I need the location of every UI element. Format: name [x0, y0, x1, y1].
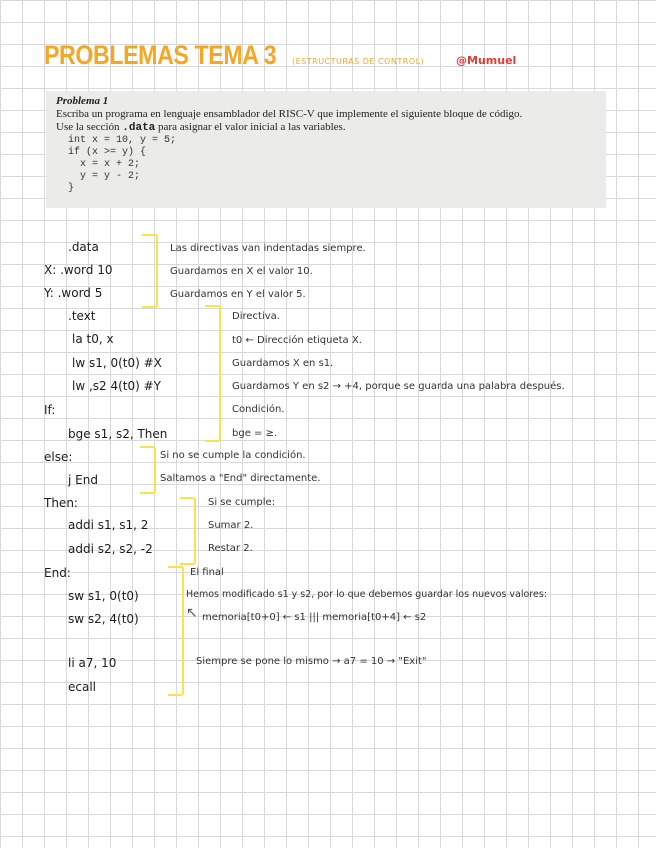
highlight-bracket — [205, 305, 221, 442]
arrow-icon: ↖ — [186, 605, 198, 621]
code-line: lw ,s2 4(t0) #Y — [72, 379, 162, 393]
code-line: lw s1, 0(t0) #X — [72, 356, 162, 370]
note-line: memoria[t0+0] ← s1 ||| memoria[t0+4] ← s2 — [202, 612, 427, 623]
problem-heading: Problema 1 — [56, 95, 109, 107]
code-line: addi s1, s1, 2 — [68, 518, 149, 532]
problem-statement — [46, 91, 606, 208]
note-line: Directiva. — [232, 311, 280, 322]
code-label: If: — [44, 403, 56, 417]
page-title: PROBLEMAS TEMA 3 — [44, 40, 277, 70]
author-tag: @Mumuel — [456, 54, 517, 67]
note-line: Siempre se pone lo mismo → a7 = 10 → "Exit" — [196, 656, 427, 667]
code-line: sw s1, 0(t0) — [68, 589, 139, 603]
note-line: Guardamos X en s1. — [232, 358, 334, 369]
problem-text-2-pre: Use la sección — [56, 121, 123, 133]
note-line: Las directivas van indentadas siempre. — [170, 243, 366, 254]
code-line: la t0, x — [72, 332, 114, 346]
code-label: Then: — [44, 496, 78, 510]
problem-text-2 — [56, 121, 596, 135]
note-line: Restar 2. — [208, 543, 253, 554]
code-line: .data — [68, 240, 99, 254]
problem-text-2-code: .data — [122, 122, 156, 134]
highlight-bracket — [168, 566, 184, 696]
note-line: t0 ← Dirección etiqueta X. — [232, 335, 362, 346]
highlight-bracket — [140, 446, 156, 494]
note-line: Condición. — [232, 404, 285, 415]
code-line: X: .word 10 — [44, 263, 113, 277]
note-line: Sumar 2. — [208, 520, 254, 531]
page-subtitle: (ESTRUCTURAS DE CONTROL) — [292, 57, 425, 66]
code-label: else: — [44, 450, 73, 464]
note-line: Guardamos en X el valor 10. — [170, 266, 313, 277]
note-line: Si no se cumple la condición. — [160, 450, 306, 461]
note-line: El final — [190, 567, 224, 578]
code-line: ecall — [68, 680, 97, 694]
problem-text-2-post: para asignar el valor inicial a las variables. — [155, 121, 346, 133]
problem-code-line: if (x >= y) { — [68, 147, 147, 158]
code-line: j End — [68, 473, 98, 487]
code-line: bge s1, s2, Then — [68, 427, 168, 441]
code-label: End: — [44, 566, 71, 580]
problem-code-line: x = x + 2; — [68, 159, 141, 170]
code-line: .text — [68, 309, 96, 323]
problem-code-line: } — [68, 183, 75, 194]
note-line: Saltamos a "End" directamente. — [160, 473, 321, 484]
code-line: addi s2, s2, -2 — [68, 542, 153, 556]
problem-code-line: int x = 10, y = 5; — [68, 135, 177, 146]
note-line: bge = ≥. — [232, 428, 278, 439]
highlight-bracket — [142, 234, 158, 308]
note-line: Guardamos en Y el valor 5. — [170, 289, 306, 300]
problem-text-1: Escriba un programa en lenguaje ensamblador del RISC-V que implemente el siguiente bloque de código. — [56, 108, 523, 120]
problem-code-line: y = y - 2; — [68, 171, 141, 182]
code-line: sw s2, 4(t0) — [68, 612, 139, 626]
highlight-bracket — [180, 497, 196, 565]
note-line: Hemos modificado s1 y s2, por lo que debemos guardar los nuevos valores: — [186, 589, 547, 600]
note-line: Guardamos Y en s2 → +4, porque se guarda una palabra después. — [232, 381, 565, 392]
code-line: Y: .word 5 — [44, 286, 103, 300]
note-line: Si se cumple: — [208, 497, 276, 508]
code-line: li a7, 10 — [68, 656, 117, 670]
